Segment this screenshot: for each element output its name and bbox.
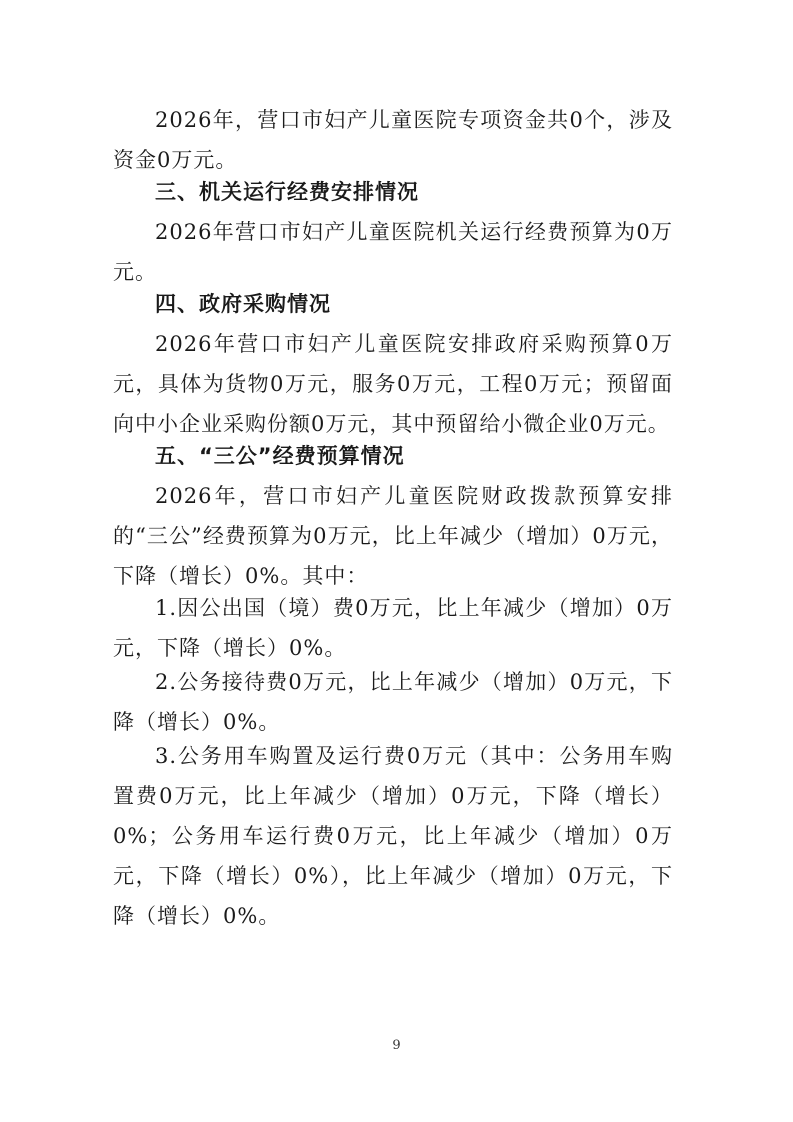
paragraph-three-public-expenses-summary: 2026年，营口市妇产儿童医院财政拨款预算安排的“三公”经费预算为0万元，比上年减少（增加）0万元，下降（增长）0%。其中： [113,484,673,588]
paragraph-official-vehicles: 3.公务用车购置及运行费0万元（其中：公务用车购置费0万元，比上年减少（增加）0万元，下降（增长）0%；公务用车运行费0万元，比上年减少（增加）0万元，下降（增长）0%），比上年减少（增加）0万元，下降（增长）0%。 [113,744,673,928]
paragraph-official-reception: 2.公务接待费0万元，比上年减少（增加）0万元，下降（增长）0%。 [113,670,673,734]
page-number: 9 [392,1038,401,1053]
paragraph-overseas-travel: 1.因公出国（境）费0万元，比上年减少（增加）0万元，下降（增长）0%。 [113,596,673,660]
section-heading-three-public-expenses: 五、“三公”经费预算情况 [155,444,405,468]
paragraph-operating-expenses: 2026年营口市妇产儿童医院机关运行经费预算为0万元。 [113,220,673,284]
section-heading-government-procurement: 四、政府采购情况 [155,292,331,316]
section-heading-operating-expenses: 三、机关运行经费安排情况 [155,180,419,204]
paragraph-special-funds: 2026年，营口市妇产儿童医院专项资金共0个，涉及资金0万元。 [113,108,673,172]
paragraph-government-procurement: 2026年营口市妇产儿童医院安排政府采购预算0万元，具体为货物0万元，服务0万元，工程0万元；预留面向中小企业采购份额0万元，其中预留给小微企业0万元。 [113,332,673,436]
